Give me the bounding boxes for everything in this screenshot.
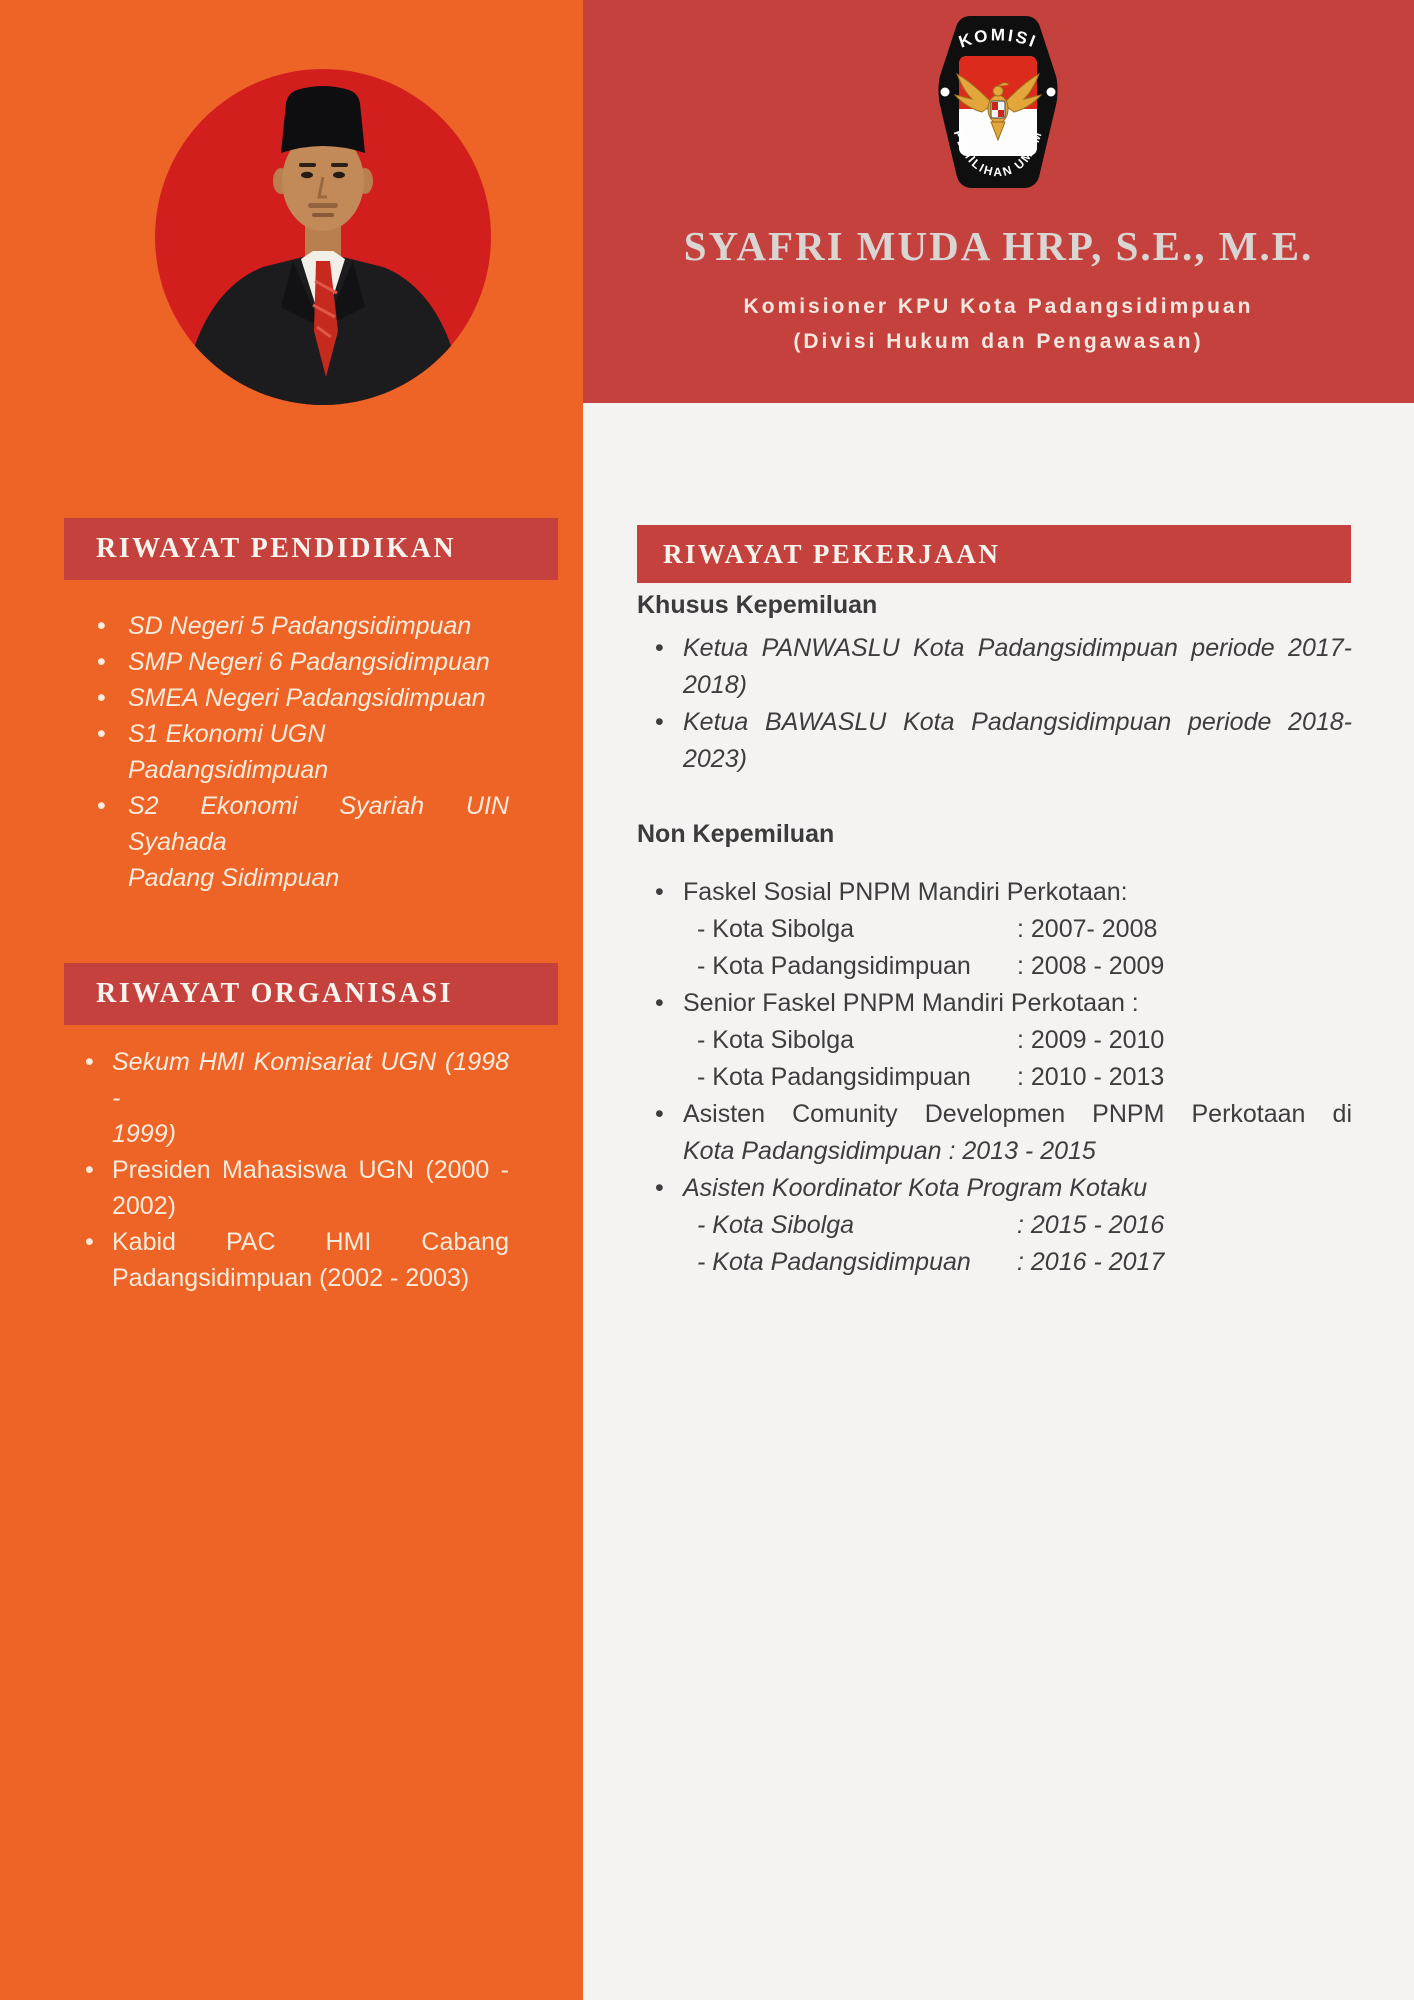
bullet-icon: • <box>85 1228 94 1256</box>
place-label: - Kota Padangsidimpuan <box>697 1063 971 1091</box>
period-label: : 2016 - 2017 <box>1017 1248 1165 1276</box>
pekerjaan-item <box>683 1096 1352 1170</box>
pekerjaan-item <box>683 704 1352 778</box>
organisasi-item <box>112 1044 509 1152</box>
item-line: Senior Faskel PNPM Mandiri Perkotaan : <box>683 989 1139 1017</box>
section-header-organisasi <box>64 963 558 1025</box>
organisasi-item <box>112 1152 509 1224</box>
bullet-icon: • <box>655 989 664 1017</box>
section-header-pekerjaan-label: RIWAYAT PEKERJAAN <box>663 538 1001 569</box>
bullet-icon: • <box>97 648 106 676</box>
item-subrow <box>697 1059 1352 1096</box>
period-label: : 2009 - 2010 <box>1017 1026 1165 1054</box>
list-item <box>655 1096 1352 1170</box>
logo-bottom-text: PEMILIHAN UMUM <box>950 128 1046 180</box>
place-label: - Kota Padangsidimpuan <box>697 952 971 980</box>
item-line: 2023) <box>683 745 747 773</box>
bullet-icon: • <box>97 612 106 640</box>
item-line: Presiden Mahasiswa UGN (2000 - <box>112 1156 509 1184</box>
non-kepemiluan-list <box>655 874 1352 1281</box>
list-item <box>655 630 1352 704</box>
place-label: - Kota Padangsidimpuan <box>697 1248 971 1276</box>
pekerjaan-item <box>683 630 1352 704</box>
pendidikan-item: SMP Negeri 6 Padangsidimpuan <box>128 648 490 676</box>
bullet-icon: • <box>85 1048 94 1076</box>
period-label: : 2007- 2008 <box>1017 915 1158 943</box>
logo-dot-left <box>941 88 950 97</box>
place-label: - Kota Sibolga <box>697 1026 855 1054</box>
bullet-icon: • <box>85 1156 94 1184</box>
section-header-pekerjaan <box>637 525 1351 583</box>
list-item <box>97 716 509 788</box>
item-line: Padang Sidimpuan <box>128 864 340 892</box>
eye-right <box>333 172 345 178</box>
list-item <box>97 788 509 896</box>
item-line: Asisten Comunity Developmen PNPM Perkotaan di <box>683 1100 1352 1128</box>
item-line: Ketua PANWASLU Kota Padangsidimpuan periode 2017- <box>683 634 1352 662</box>
bullet-icon: • <box>655 708 664 736</box>
peci-hat <box>281 86 365 153</box>
item-line: S2 Ekonomi Syariah UIN Syahada <box>128 792 509 856</box>
item-line: 1999) <box>112 1120 176 1148</box>
bullet-icon: • <box>655 634 664 662</box>
place-label: - Kota Sibolga <box>697 1211 855 1239</box>
list-item <box>655 704 1352 778</box>
item-line: 2002) <box>112 1192 176 1220</box>
subheading-khusus: Khusus Kepemiluan <box>637 591 878 619</box>
bullet-icon: • <box>97 720 106 748</box>
mustache <box>308 203 338 208</box>
item-line: Padangsidimpuan (2002 - 2003) <box>112 1264 470 1292</box>
logo-top-text: KOMISI <box>956 25 1041 52</box>
list-item <box>655 985 1352 1096</box>
item-line: Asisten Koordinator Kota Program Kotaku <box>683 1174 1148 1202</box>
item-line: 2018) <box>683 671 747 699</box>
bullet-icon: • <box>97 792 106 820</box>
item-line: Kabid PAC HMI Cabang <box>112 1228 509 1256</box>
item-subrow <box>697 1244 1352 1281</box>
role-line-1: Komisioner KPU Kota Padangsidimpuan <box>743 295 1254 318</box>
list-item <box>97 644 509 680</box>
kpu-logo <box>935 12 1061 190</box>
pekerjaan-item <box>683 874 1352 985</box>
item-line: Sekum HMI Komisariat UGN (1998 - <box>112 1048 509 1112</box>
list-item <box>85 1152 509 1224</box>
pekerjaan-item <box>683 985 1352 1096</box>
garuda-shield-red2 <box>998 110 1004 117</box>
role-line-2: (Divisi Hukum dan Pengawasan) <box>793 330 1204 353</box>
bullet-icon: • <box>655 1100 664 1128</box>
list-item <box>655 874 1352 985</box>
place-label: - Kota Sibolga <box>697 915 855 943</box>
list-item <box>97 608 509 644</box>
item-line: Ketua BAWASLU Kota Padangsidimpuan periode 2018- <box>683 708 1352 736</box>
subheading-non: Non Kepemiluan <box>637 820 835 848</box>
item-subrow <box>697 948 1352 985</box>
brow-right <box>331 163 348 167</box>
item-line: Kota Padangsidimpuan : 2013 - 2015 <box>683 1137 1096 1165</box>
item-subrow <box>697 1207 1352 1244</box>
period-label: : 2008 - 2009 <box>1017 952 1165 980</box>
pendidikan-item <box>128 788 509 896</box>
period-label: : 2015 - 2016 <box>1017 1211 1165 1239</box>
person-name: SYAFRI MUDA HRP, S.E., M.E. <box>683 223 1314 269</box>
section-header-organisasi-label: RIWAYAT ORGANISASI <box>96 978 454 1009</box>
pekerjaan-item <box>683 1170 1352 1281</box>
list-item <box>85 1224 509 1296</box>
bullet-icon: • <box>655 878 664 906</box>
list-item <box>97 680 509 716</box>
organisasi-item <box>112 1224 509 1296</box>
pendidikan-list <box>97 608 509 896</box>
pendidikan-item: SMEA Negeri Padangsidimpuan <box>128 684 486 712</box>
khusus-list <box>655 630 1352 778</box>
pendidikan-item: S1 Ekonomi UGN Padangsidimpuan <box>128 720 329 784</box>
item-line: Faskel Sosial PNPM Mandiri Perkotaan: <box>683 878 1128 906</box>
brow-left <box>299 163 316 167</box>
pendidikan-item: SD Negeri 5 Padangsidimpuan <box>128 612 472 640</box>
logo-dot-right <box>1047 88 1056 97</box>
eye-left <box>301 172 313 178</box>
profile-photo <box>155 69 491 405</box>
bullet-icon: • <box>97 684 106 712</box>
list-item <box>655 1170 1352 1281</box>
organisasi-list <box>85 1044 509 1296</box>
list-item <box>85 1044 509 1152</box>
section-header-pendidikan-label: RIWAYAT PENDIDIKAN <box>96 533 457 564</box>
period-label: : 2010 - 2013 <box>1017 1063 1165 1091</box>
bullet-icon: • <box>655 1174 664 1202</box>
section-header-pendidikan <box>64 518 558 580</box>
item-subrow <box>697 1022 1352 1059</box>
mouth <box>312 213 334 217</box>
item-subrow <box>697 911 1352 948</box>
garuda-shield-red1 <box>992 102 998 110</box>
